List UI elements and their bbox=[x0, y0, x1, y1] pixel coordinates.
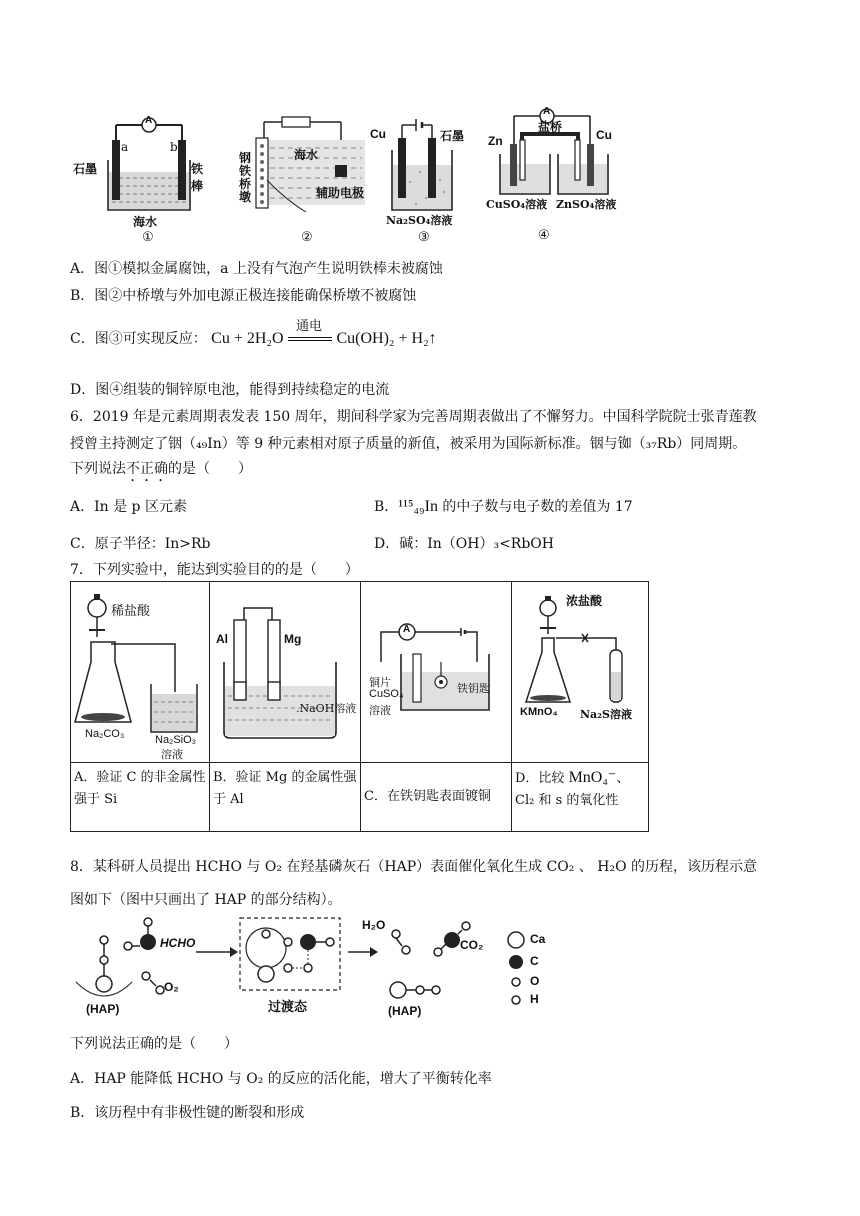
figure-2-number: ② bbox=[301, 230, 313, 245]
q8-transition-state-label: 过渡态 bbox=[268, 1000, 308, 1015]
q8-option-a: A．HAP 能降低 HCHO 与 O₂ 的反应的活化能，增大了平衡转化率 bbox=[70, 1071, 492, 1087]
q6-option-b bbox=[374, 496, 633, 516]
q8-o2-label: O₂ bbox=[164, 980, 179, 994]
q8-hap-label-right: (HAP) bbox=[388, 1004, 422, 1018]
q8-hcho-label: HCHO bbox=[160, 936, 196, 950]
q7-caption-d-suffix: 、Cl₂ 和 s 的氧化性 bbox=[515, 771, 630, 808]
q8-mechanism-figure bbox=[70, 912, 570, 1024]
q5-option-c-arrow bbox=[288, 319, 332, 347]
q5-option-c bbox=[70, 319, 437, 348]
q8-option-b: B．该历程中有非极性键的断裂和形成 bbox=[70, 1105, 305, 1121]
q7-caption-d-prefix: D．比较 bbox=[515, 771, 569, 786]
figure-1-graphite-label: 石墨 bbox=[73, 162, 98, 176]
q7-c-apparatus bbox=[361, 582, 511, 762]
figure-4-number: ④ bbox=[538, 228, 550, 243]
q5-option-d: D．图④组装的铜锌原电池，能得到持续稳定的电流 bbox=[70, 382, 390, 398]
q7-b-al-label: Al bbox=[216, 632, 228, 646]
q8-hap-label-left: (HAP) bbox=[86, 1002, 120, 1016]
q5-option-c-eq-right: Cu(OH)₂ + H₂↑ bbox=[336, 330, 437, 347]
q7-caption-a: A．验证 C 的非金属性强于 Si bbox=[71, 763, 210, 832]
q6-stem-suffix: 的是（ ） bbox=[168, 461, 252, 477]
figure-3-cu-label: Cu bbox=[370, 127, 386, 141]
q6-option-c: C．原子半径：In>Rb bbox=[70, 536, 211, 552]
figure-3-electrolysis-cu bbox=[370, 110, 490, 250]
figure-2-bridge-protection bbox=[236, 110, 366, 250]
figure-1-number: ① bbox=[142, 230, 154, 245]
figure-4-cu-label: Cu bbox=[596, 128, 612, 142]
q7-a-flask-label: Na₂CO₃ bbox=[85, 728, 125, 740]
q6-stem-line-2: 授曾主持测定了铟（₄₉In）等 9 种元素相对原子质量的新值，被采用为国际新标准。铟与铷（₃₇Rb）同周期。 bbox=[70, 436, 747, 452]
figure-4-galvanic-cell bbox=[486, 104, 630, 250]
q7-caption-c: C．在铁钥匙表面镀铜 bbox=[361, 763, 512, 832]
q7-cell-c-figure bbox=[361, 582, 512, 763]
figure-3-graphite-label: 石墨 bbox=[440, 129, 465, 143]
q7-a-acid-label: 稀盐酸 bbox=[111, 604, 151, 619]
q7-cell-d-figure bbox=[512, 582, 649, 763]
q5-option-b: B．图②中桥墩与外加电源正极连接能确保桥墩不被腐蚀 bbox=[70, 288, 417, 304]
q8-h2o-label: H₂O bbox=[362, 918, 386, 932]
q8-legend-o: O bbox=[530, 974, 540, 988]
q8-legend-h: H bbox=[530, 992, 539, 1006]
q6-stem-line-3 bbox=[70, 458, 252, 485]
figure-1-iron-rod-label: 铁棒 bbox=[191, 162, 204, 193]
q7-c-meter-label: A bbox=[403, 624, 411, 635]
q7-d-apparatus bbox=[512, 582, 648, 762]
figure-1-electrolysis-cell bbox=[73, 110, 208, 250]
q8-legend-ca: Ca bbox=[530, 932, 546, 946]
q7-c-solution-label-2: 溶液 bbox=[369, 704, 391, 717]
q6-option-b-suffix: 的中子数与电子数的差值为 17 bbox=[437, 499, 633, 515]
figure-1-meter-label: A bbox=[145, 115, 153, 126]
figure-3-drawing bbox=[380, 110, 490, 250]
q8-question: 下列说法正确的是（ ） bbox=[70, 1036, 238, 1052]
figure-4-znso4-label: ZnSO₄溶液 bbox=[556, 198, 617, 211]
figure-4-cuso4-label: CuSO₄溶液 bbox=[486, 198, 548, 211]
q7-b-solution-label: .NaOH溶液 bbox=[296, 702, 357, 715]
q7-a-beaker-label: Na₂SiO₃ bbox=[155, 734, 197, 746]
q7-d-tube-label: Na₂S溶液 bbox=[580, 708, 632, 721]
q7-b-mg-label: Mg bbox=[284, 632, 302, 646]
q7-c-cuso4-label: CuSO₄ bbox=[369, 688, 404, 700]
q6-stem-emphasis: 不正确 bbox=[126, 461, 168, 477]
q7-figure-row bbox=[71, 582, 649, 763]
q5-option-a: A．图①模拟金属腐蚀，a 上没有气泡产生说明铁棒未被腐蚀 bbox=[70, 261, 443, 277]
figure-3-number: ③ bbox=[418, 230, 430, 245]
q6-stem-line-1: 6．2019 年是元素周期表发表 150 周年，期间科学家为完善周期表做出了不懈努力。中国科学院院士张青莲教 bbox=[70, 409, 757, 425]
q7-d-flask-label: KMnO₄ bbox=[520, 706, 558, 718]
q6-option-b-nuclide: ¹¹⁵₄₉In bbox=[398, 498, 438, 515]
q7-caption-b: B．验证 Mg 的金属性强于 Al bbox=[210, 763, 361, 832]
q7-c-iron-key-label: 铁钥匙 bbox=[457, 682, 490, 695]
q5-option-c-eq-left: Cu + 2H₂O bbox=[211, 330, 284, 347]
q8-mechanism-drawing bbox=[70, 912, 570, 1024]
q7-c-copper-label: 铜片 bbox=[369, 676, 391, 689]
q7-caption-d bbox=[512, 763, 649, 832]
q8-co2-label: CO₂ bbox=[460, 938, 484, 952]
figure-2-auxiliary-electrode-label: 辅助电极 bbox=[316, 186, 365, 200]
q5-option-c-condition: 通电 bbox=[296, 319, 323, 334]
q7-cell-a-figure bbox=[71, 582, 210, 763]
q7-a-beaker-label-2: 溶液 bbox=[161, 748, 183, 761]
q7-experiment-table bbox=[70, 581, 649, 832]
q6-option-b-prefix: B． bbox=[374, 499, 399, 515]
figure-1-electrode-a-label: a bbox=[121, 140, 129, 154]
q8-stem-line-2: 图如下（图中只画出了 HAP 的部分结构）。 bbox=[70, 892, 342, 908]
figure-2-seawater-label: 海水 bbox=[294, 148, 319, 162]
q6-option-a: A．In 是 p 区元素 bbox=[70, 499, 187, 515]
figure-3-solution-label: Na₂SO₄溶液 bbox=[386, 214, 453, 227]
q8-legend-c: C bbox=[530, 954, 539, 968]
figure-4-meter-label: A bbox=[543, 106, 551, 117]
figure-2-pier-label: 钢铁桥墩 bbox=[239, 151, 252, 204]
q7-caption-row bbox=[71, 763, 649, 832]
figure-4-zn-label: Zn bbox=[488, 134, 503, 148]
q7-stem: 7．下列实验中，能达到实验目的的是（ ） bbox=[70, 562, 359, 578]
figure-2-drawing bbox=[236, 110, 366, 250]
q7-b-apparatus bbox=[210, 582, 360, 762]
q6-option-d: D．碱：In（OH）₃<RbOH bbox=[374, 536, 554, 552]
q7-caption-d-permanganate: MnO₄⁻ bbox=[568, 769, 617, 786]
figure-1-electrode-b-label: b bbox=[170, 140, 178, 154]
figure-4-salt-bridge-label: 盐桥 bbox=[538, 120, 563, 134]
figure-1-seawater-label: 海水 bbox=[133, 215, 158, 229]
q5-option-c-prefix: C．图③可实现反应： bbox=[70, 331, 207, 347]
q7-d-acid-label: 浓盐酸 bbox=[566, 594, 603, 608]
q7-cell-b-figure bbox=[210, 582, 361, 763]
q8-stem-line-1: 8．某科研人员提出 HCHO 与 O₂ 在羟基磷灰石（HAP）表面催化氧化生成 CO₂ 、 H₂O 的历程，该历程示意 bbox=[70, 859, 758, 875]
q6-stem-prefix: 下列说法 bbox=[70, 461, 126, 477]
